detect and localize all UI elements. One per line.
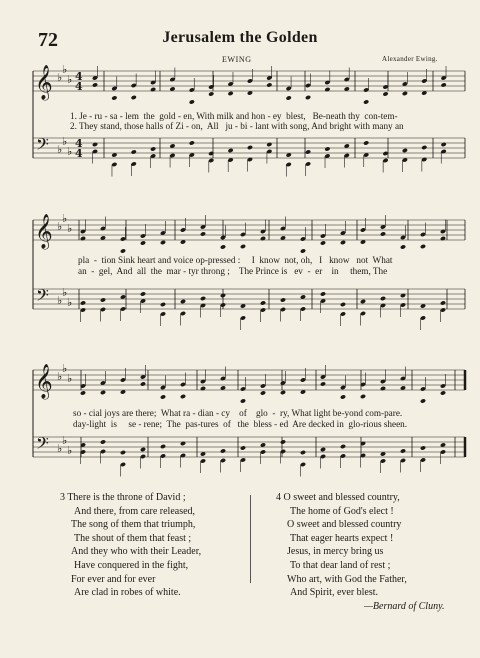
note-head bbox=[160, 444, 166, 449]
note-head bbox=[400, 293, 406, 298]
note-head bbox=[140, 447, 146, 452]
note-head bbox=[92, 82, 98, 87]
note-head bbox=[80, 236, 86, 241]
note-head bbox=[260, 390, 266, 395]
note-head bbox=[305, 95, 311, 100]
note-head bbox=[80, 390, 86, 395]
note-head bbox=[150, 146, 156, 151]
flat-icon: ♭ bbox=[57, 370, 63, 383]
note-head bbox=[208, 91, 214, 96]
note-head bbox=[131, 149, 137, 154]
note-head bbox=[131, 95, 137, 100]
note-head bbox=[189, 140, 195, 145]
note-head bbox=[180, 441, 186, 446]
note-head bbox=[441, 142, 447, 147]
note-head bbox=[200, 386, 206, 391]
note-head bbox=[266, 82, 272, 87]
note-head bbox=[286, 95, 292, 100]
stanza-line: That eager hearts expect ! bbox=[290, 532, 394, 544]
note-head bbox=[300, 248, 306, 253]
note-head bbox=[324, 87, 330, 92]
note-head bbox=[320, 381, 326, 386]
flat-icon: ♭ bbox=[57, 442, 63, 455]
flat-icon: ♭ bbox=[62, 63, 68, 76]
system-2-lyric-verse-2: an - gel, And all the mar - tyr throng ; The Prince is ev - er in them, The bbox=[78, 266, 388, 276]
composer-credit: Alexander Ewing. bbox=[382, 55, 438, 63]
note-head bbox=[227, 148, 233, 153]
note-head bbox=[320, 447, 326, 452]
note-head bbox=[227, 91, 233, 96]
time-signature: 4 bbox=[75, 137, 83, 150]
stanza-line: And there, from care released, bbox=[74, 505, 196, 517]
treble-clef-icon: 𝄞 bbox=[35, 214, 53, 249]
note-head bbox=[240, 445, 246, 450]
note-head bbox=[380, 231, 386, 236]
treble-clef-icon: 𝄞 bbox=[35, 364, 53, 399]
note-head bbox=[160, 240, 166, 245]
system-3-lyric-verse-2: day-light is se - rene; The pas-tures of the bless - ed Are decked in glo-rious sheen. bbox=[73, 419, 408, 429]
note-head bbox=[402, 148, 408, 153]
flat-icon: ♭ bbox=[62, 135, 68, 148]
author-credit: —Bernard of Cluny. bbox=[364, 600, 445, 612]
stanza-line: Jesus, in mercy bring us bbox=[287, 546, 384, 558]
note-head bbox=[300, 450, 306, 455]
note-head bbox=[280, 297, 286, 302]
note-head bbox=[305, 149, 311, 154]
note-head bbox=[382, 91, 388, 96]
note-head bbox=[92, 142, 98, 147]
note-head bbox=[363, 99, 369, 104]
stanza-3 bbox=[60, 491, 201, 600]
flat-icon: ♭ bbox=[67, 222, 73, 235]
note-head bbox=[400, 244, 406, 249]
stanza-line: O sweet and blessed country bbox=[287, 519, 402, 531]
flat-icon: ♭ bbox=[57, 71, 63, 84]
flat-icon: ♭ bbox=[62, 212, 68, 225]
note-head bbox=[420, 398, 426, 403]
note-head bbox=[180, 394, 186, 399]
note-head bbox=[420, 445, 426, 450]
note-head bbox=[100, 390, 106, 395]
system-1-lyric-verse-2: 2. They stand, those halls of Zi - on, All ju - bi - lant with song, And bright with many an bbox=[70, 121, 404, 131]
page-number: 72 bbox=[38, 29, 58, 51]
stanza-line: The song of them that triumph, bbox=[71, 519, 196, 531]
stanza-line: Who art, with God the Father, bbox=[287, 573, 407, 585]
flat-icon: ♭ bbox=[57, 294, 63, 307]
note-head bbox=[280, 390, 286, 395]
note-head bbox=[220, 448, 226, 453]
note-head bbox=[180, 299, 186, 304]
note-head bbox=[340, 444, 346, 449]
system-2-lyric-verse-1: pla - tion Sink heart and voice op-pressed : I know not, oh, I know not What bbox=[78, 255, 393, 265]
note-head bbox=[280, 439, 286, 444]
bass-clef-icon: 𝄢 bbox=[36, 134, 49, 158]
flat-icon: ♭ bbox=[57, 220, 63, 233]
note-head bbox=[120, 450, 126, 455]
note-head bbox=[140, 381, 146, 386]
stanza-divider bbox=[250, 495, 251, 583]
note-head bbox=[421, 145, 427, 150]
note-head bbox=[363, 140, 369, 145]
note-head bbox=[440, 390, 446, 395]
flat-icon: ♭ bbox=[67, 145, 73, 158]
time-signature: 4 bbox=[75, 80, 83, 93]
note-head bbox=[120, 248, 126, 253]
bass-clef-icon: 𝄢 bbox=[36, 285, 49, 309]
time-signature: 4 bbox=[75, 70, 83, 83]
system-3-lyric-verse-1: so - cial joys are there; What ra - dian - cy of glo - ry, What light be-yond com-pare. bbox=[73, 408, 403, 418]
note-head bbox=[320, 240, 326, 245]
note-head bbox=[200, 296, 206, 301]
stanza-line: 4 O sweet and blessed country, bbox=[276, 492, 400, 503]
treble-clef-icon: 𝄞 bbox=[35, 65, 53, 100]
stanza-line: And Spirit, ever blest. bbox=[290, 587, 379, 599]
note-head bbox=[240, 398, 246, 403]
flat-icon: ♭ bbox=[67, 372, 73, 385]
note-head bbox=[320, 291, 326, 296]
flat-icon: ♭ bbox=[67, 444, 73, 457]
note-head bbox=[380, 386, 386, 391]
note-head bbox=[340, 240, 346, 245]
note-head bbox=[340, 302, 346, 307]
note-head bbox=[247, 145, 253, 150]
note-head bbox=[240, 244, 246, 249]
note-head bbox=[220, 244, 226, 249]
note-head bbox=[80, 300, 86, 305]
note-head bbox=[189, 99, 195, 104]
stanza-line: The shout of them that feast ; bbox=[74, 532, 192, 544]
note-head bbox=[266, 142, 272, 147]
stanza-line: To that dear land of rest ; bbox=[290, 559, 391, 571]
stanza-line: For ever and for ever bbox=[71, 573, 156, 585]
system-1-lyric-verse-1: 1. Je - ru - sa - lem the gold - en, With milk and hon - ey blest, Be-neath thy con-tem- bbox=[70, 111, 398, 121]
tune-name: EWING bbox=[222, 55, 252, 64]
note-head bbox=[100, 439, 106, 444]
note-head bbox=[400, 448, 406, 453]
note-head bbox=[402, 91, 408, 96]
flat-icon: ♭ bbox=[62, 362, 68, 375]
stanza-line: And they who with their Leader, bbox=[71, 546, 202, 558]
stanza-line: The home of God's elect ! bbox=[290, 505, 394, 517]
flat-icon: ♭ bbox=[67, 296, 73, 309]
note-head bbox=[360, 299, 366, 304]
bass-clef-icon: 𝄢 bbox=[36, 433, 49, 457]
note-head bbox=[140, 240, 146, 245]
stanza-line: Are clad in robes of white. bbox=[74, 587, 181, 599]
note-head bbox=[440, 236, 446, 241]
stanza-line: 3 There is the throne of David ; bbox=[60, 492, 186, 503]
note-head bbox=[340, 394, 346, 399]
flat-icon: ♭ bbox=[67, 73, 73, 86]
note-head bbox=[140, 291, 146, 296]
note-head bbox=[324, 146, 330, 151]
note-head bbox=[360, 394, 366, 399]
stanza-4 bbox=[276, 491, 444, 613]
flat-icon: ♭ bbox=[62, 434, 68, 447]
note-head bbox=[380, 296, 386, 301]
stanza-line: Have conquered in the fight, bbox=[74, 559, 189, 571]
note-head bbox=[150, 87, 156, 92]
note-head bbox=[111, 95, 117, 100]
flat-icon: ♭ bbox=[62, 286, 68, 299]
flat-icon: ♭ bbox=[57, 143, 63, 156]
note-head bbox=[260, 300, 266, 305]
hymn-title: Jerusalem the Golden bbox=[162, 29, 318, 46]
time-signature: 4 bbox=[75, 147, 83, 160]
note-head bbox=[160, 302, 166, 307]
note-head bbox=[100, 297, 106, 302]
note-head bbox=[441, 82, 447, 87]
note-head bbox=[160, 394, 166, 399]
note-head bbox=[440, 300, 446, 305]
note-head bbox=[200, 231, 206, 236]
note-head bbox=[420, 244, 426, 249]
note-head bbox=[260, 236, 266, 241]
